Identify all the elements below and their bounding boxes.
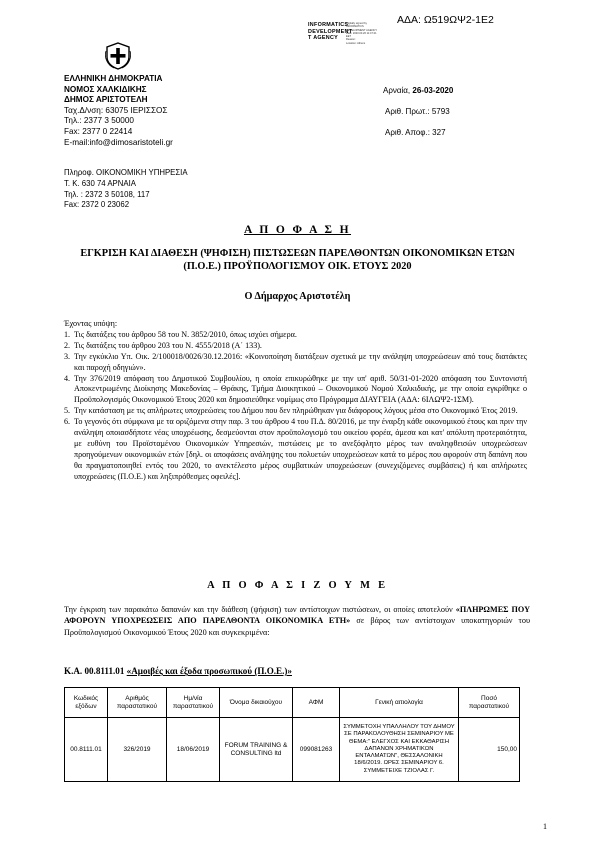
list-item [64,417,527,482]
document-subject: ΕΓΚΡΙΣΗ ΚΑΙ ΔΙΑΘΕΣΗ (ΨΗΦΙΣΗ) ΠΙΣΤΩΣΕΩΝ ΠΑΡΕΛΘΟΝΤΩΝ ΟΙΚΟΝΟΜΙΚΩΝ ΕΤΩΝ (Π.Ο.Ε.) ΠΡΟΫΠΟΛΟΓΙΣΜΟΥ ΟΙΚ. ΕΤΟΥΣ 2020 [80,248,515,273]
header-phone: Τηλ.: 2377 3 50000 [64,116,134,126]
signature-line: Location: Athens [346,41,366,45]
coat-of-arms-icon [105,42,131,70]
column-header: Ποσό παραστατικού [459,688,520,718]
place-label: Αρναία, [383,86,411,95]
header-address: Ταχ.Δ/νση: 63075 ΙΕΡΙΣΣΟΣ [64,105,168,115]
cell-amount: 150,00 [459,718,520,782]
item-number: 2. [64,340,71,350]
approval-text-bold: «ΠΛΗΡΩΜΕΣ ΠΟΥ ΑΦΟΡΟΥΝ ΥΠΟΧΡΕΩΣΕΙΣ ΑΠΟ ΠΑΡΕΛΘΟΝΤΑ ΟΙΚΟΝΟΜΙΚΑ ΕΤΗ» [64,605,530,626]
signature-line: INFORMATICS [346,25,364,29]
list-item [64,352,527,374]
list-item [64,341,527,352]
item-number: 1. [64,329,71,339]
list-item [64,330,527,341]
table-header-row [65,688,520,718]
item-number: 3. [64,351,71,361]
header-prefecture: ΝΟΜΟΣ ΧΑΛΚΙΔΙΚΗΣ [64,84,147,94]
item-number: 6. [64,417,71,427]
approval-paragraph [64,604,530,638]
cell-description: ΣΥΜΜΕΤΟΧΗ ΥΠΑΛΛΗΛΟΥ ΤΟΥ ΔΗΜΟΥ ΣΕ ΠΑΡΑΚΟΛΟΥΘΗΣΗ ΣΕΜΙΝΑΡΙΟΥ ΜΕ ΘΕΜΑ:" ΕΛΕΓΧΟΣ ΚΑΙ ΕΚΚΑΘΑΡΙΣΗ ΔΑΠΑΝΩΝ ΧΡΗΜΑΤΙΚΩΝ ΕΝΤΑΛΜΑΤΩΝ", ΘΕΣΣΑΛΟΝΙΚΗ 18/6/2019. ΩΡΕΣ ΣΕΜΙΝΑΡΙΟΥ 6. ΣΥΜΜΕΤΕΙΧΕ ΤΖΙΟΛΑΣ Γ. [340,718,459,782]
item-number: 5. [64,406,71,416]
budget-code-label: «Αμοιβές και έξοδα προσωπικού (Π.Ο.Ε.)» [126,666,292,676]
header-municipality: ΔΗΜΟΣ ΑΡΙΣΤΟΤΕΛΗ [64,95,148,105]
column-header: Γενική αιτιολογία [340,688,459,718]
cell-code: 00.8111.01 [65,718,108,782]
department-contact [64,168,188,211]
column-header: Αριθμός παραστατικού [108,688,167,718]
item-text: Την κατάσταση με τις απλήρωτες υποχρεώσεις του Δήμου που δεν πληρώθηκαν για διάφορους λόγους μέσα στο Οικονομικό Έτος 2019. [74,406,518,416]
signature-line: Reason: [346,38,356,42]
document-title: Α Π Ο Φ Α Σ Η [243,224,352,236]
budget-code-heading [64,666,292,676]
date-value: 26-03-2020 [412,86,454,95]
issuer-title: Ο Δήμαρχος Αριστοτέλη [244,291,351,302]
list-item [64,374,527,407]
signature-line: EET [346,35,352,39]
budget-code: Κ.Α. 00.8111.01 [64,666,125,676]
item-text: Την εγκύκλιο Υπ. Οικ. 2/100018/0026/30.12.2016: «Κοινοποίηση διατάξεων σχετικά με την ανάληψη υποχρεώσεων από τους διατάκτες και παροχή οδηγιών». [74,351,527,372]
item-text: Την 376/2019 απόφαση του Δημοτικού Συμβουλίου, η οποία επικυρώθηκε με την υπ' αριθ. 50/31-01-2020 απόφαση του Συντονιστή Αποκεντρωμένης Διοίκησης Μακεδονίας – Θράκης, Τμήμα Διοικητικού – Οικονομικού Νομού Χαλκιδικής, με την οποία εγκρίθηκε ο Προϋπολογισμός Οικονομικού Έτους 2020 και δημοσιεύθηκε νομίμως στο Πρόγραμμα ΔΙΑΥΓΕΙΑ (ΑΔΑ: 6ΙΛΩΨ2-1ΣΜ). [74,373,527,405]
cell-beneficiary: FORUM TRAINING & CONSULTING ltd [220,718,293,782]
column-header: Ημ/νία παραστατικού [167,688,220,718]
item-text: Τις διατάξεις του άρθρου 203 του Ν. 4555/2018 (Α΄ 133). [74,340,262,350]
column-header: ΑΦΜ [293,688,340,718]
digital-signature-block [346,22,406,45]
cell-doc-number: 326/2019 [108,718,167,782]
idea-logo-line: T AGENCY [308,35,339,42]
considerations-list [64,330,527,483]
signature-line: DEVELOPMENT AGENCY [346,28,378,32]
expenses-table [64,687,520,782]
idea-logo-line: INFORMATICS [308,22,349,28]
column-header: Κωδικός εξόδων [65,688,108,718]
decision-heading: Α Π Ο Φ Α Σ Ι Ζ Ο Υ Μ Ε [207,580,388,591]
decision-number: Αριθ. Αποφ.: 327 [385,128,446,138]
ada-code: ΑΔΑ: Ω519ΩΨ2-1Ε2 [397,14,494,26]
document-refs [383,86,453,139]
header-email: E-mail:info@dimosaristoteli.gr [64,137,173,147]
place-date [383,86,453,97]
considerations [64,319,527,483]
header-country: ΕΛΛΗΝΙΚΗ ΔΗΜΟΚΡΑΤΙΑ [64,74,163,83]
protocol-number: Αριθ. Πρωτ.: 5793 [385,107,450,117]
approval-text-post: σε βάρος των αντίστοιχων υποκατηγοριών του Προϋπολογισμού Οικονομικού Έτους 2020 και συγκεκριμένα: [64,616,530,637]
list-item [64,406,527,417]
approval-text-pre: Την έγκριση των παρακάτω δαπανών και την διάθεση (ψήφιση) των αντίστοιχων πιστώσεων, οι οποίες αποτελούν [64,605,456,614]
item-text: Το γεγονός ότι σύμφωνα με τα οριζόμενα στην παρ. 3 του άρθρου 4 του Π.Δ. 80/2016, με την έναρξη κάθε οικονομικού έτους και πριν την ανάληψη οποιασδήποτε νέας υποχρέωσης, δεσμεύονται στον προϋπολογισμό του οικείου φορέα, άμεσα και κατ' απόλυτη προτεραιότητα, με ευθύνη του Προϊσταμένου Οικονομικών Υπηρεσιών, πιστώσεις με το ανεξόφλητο μέρος των αναληφθεισών υποχρεώσεων προηγούμενων οικονομικών ετών [δηλ. οι αποφάσεις ανάληψης του πολυετών υποχρεώσεων κατά το μέρος που αφορούν στη δαπάνη που θα πραγματοποιηθεί εντός του 2020, το ανεκτέλεστο μέρος συμβατικών υποχρεώσεων (συνεχιζόμενες συμβάσεις) ή και απλήρωτες υποχρεώσεις (Π.Ο.Ε.) και ληξιπρόθεσμες οφειλές]. [74,417,527,481]
contact-info: Πληροφ. ΟΙΚΟΝΟΜΙΚΗ ΥΠΗΡΕΣΙΑ [64,168,188,177]
contact-phone: Τηλ. : 2372 3 50108, 117 [64,189,150,199]
header-fax: Fax: 2377 0 22414 [64,126,133,136]
cell-doc-date: 18/06/2019 [167,718,220,782]
idea-logo-line: DEVELOPMENT [308,28,353,35]
considerations-intro: Έχοντας υπόψη: [64,319,118,328]
contact-postcode: Τ. Κ. 630 74 ΑΡΝΑΙΑ [64,178,136,188]
table-row [65,718,520,782]
item-text: Τις διατάξεις του άρθρου 58 του Ν. 3852/2010, όπως ισχύει σήμερα. [74,329,297,339]
signature-line: Digitally signed by [346,22,367,25]
item-number: 4. [64,373,71,383]
column-header: Όνομα δικαιούχου [220,688,293,718]
page-number: 1 [543,822,547,831]
cell-afm: 099081263 [293,718,340,782]
contact-fax: Fax: 2372 0 23062 [64,200,130,210]
signature-line: Date: 2020.03.26 11:47:21 [346,31,377,35]
issuer-header [64,74,264,148]
